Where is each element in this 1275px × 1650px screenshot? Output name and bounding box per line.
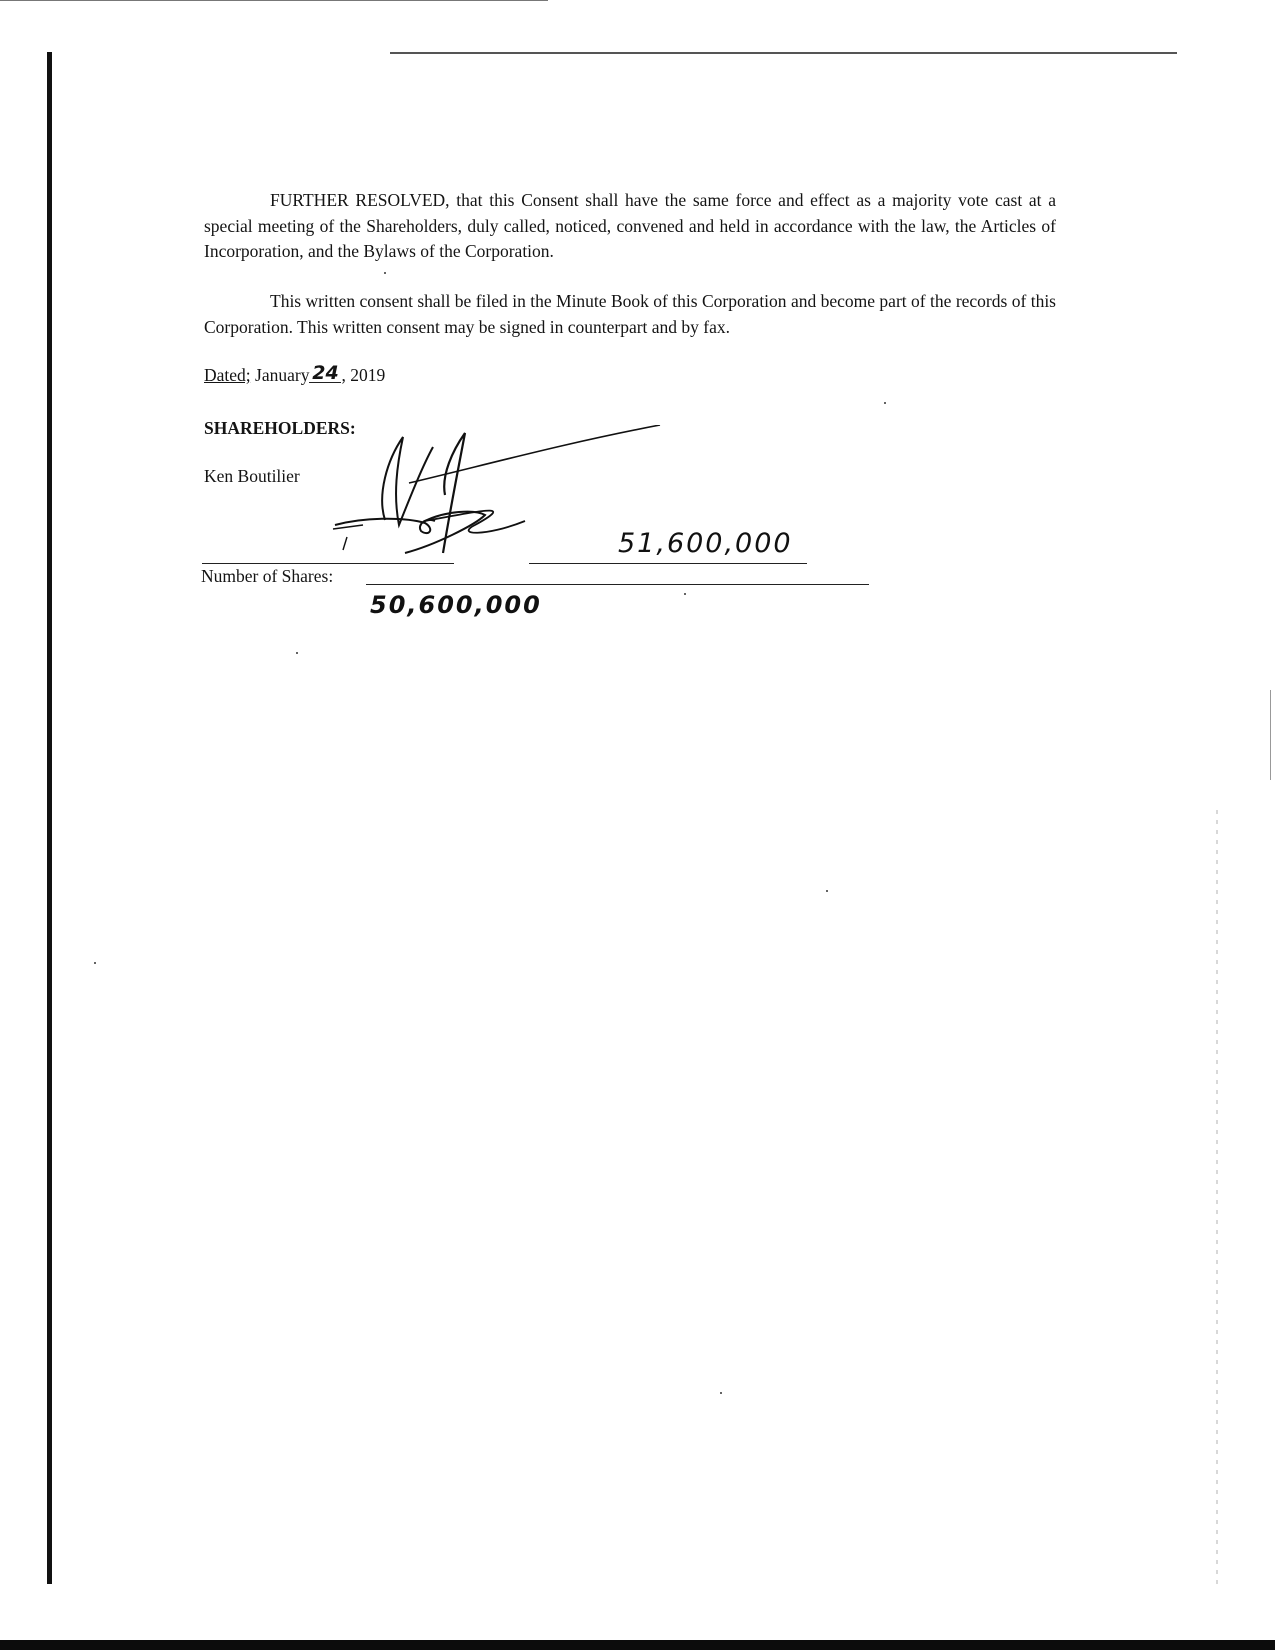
shareholders-heading: SHAREHOLDERS: (204, 418, 356, 438)
dated-label: Dated; (204, 365, 251, 385)
shares-label: Number of Shares: (201, 566, 334, 586)
shares-line-upper (529, 563, 807, 564)
scan-speck (684, 593, 686, 595)
dated-day-handwritten: 24 (309, 365, 341, 383)
scan-speck (884, 402, 886, 404)
scan-right-edge (1270, 690, 1271, 780)
scan-speck (296, 652, 298, 654)
signature-line (202, 563, 454, 564)
scan-speck (384, 272, 386, 274)
shareholder-name: Ken Boutilier (204, 466, 300, 486)
scan-left-edge (47, 52, 52, 1584)
shares-line (366, 584, 869, 585)
scan-right-noise (1216, 810, 1218, 1590)
dated-year: , 2019 (341, 365, 386, 385)
filing-paragraph: This written consent shall be filed in the Minute Book of this Corporation and become part of the records of this Corporation. This written consent may be signed in counterpart and by fax. (204, 291, 1056, 337)
scan-speck (720, 1392, 722, 1394)
dated-line (204, 362, 386, 386)
signature-image (325, 425, 665, 570)
scan-top-artifact (0, 0, 548, 1)
scan-bottom-edge (0, 1640, 1275, 1650)
shares-handwritten-upper: 51,600,000 (618, 528, 793, 559)
dated-month: January (255, 365, 310, 385)
page-top-rule (390, 52, 1177, 54)
resolution-paragraph: FURTHER RESOLVED, that this Consent shall have the same force and effect as a majority vote cast at a special meeting of the Shareholders, duly called, noticed, convened and held in accordance with the law, the Articles of Incorporation, and the Bylaws of the Corporation. (204, 190, 1056, 261)
shares-handwritten-lower: 50,600,000 (370, 591, 542, 619)
scan-speck (826, 890, 828, 892)
scan-speck (94, 962, 96, 964)
